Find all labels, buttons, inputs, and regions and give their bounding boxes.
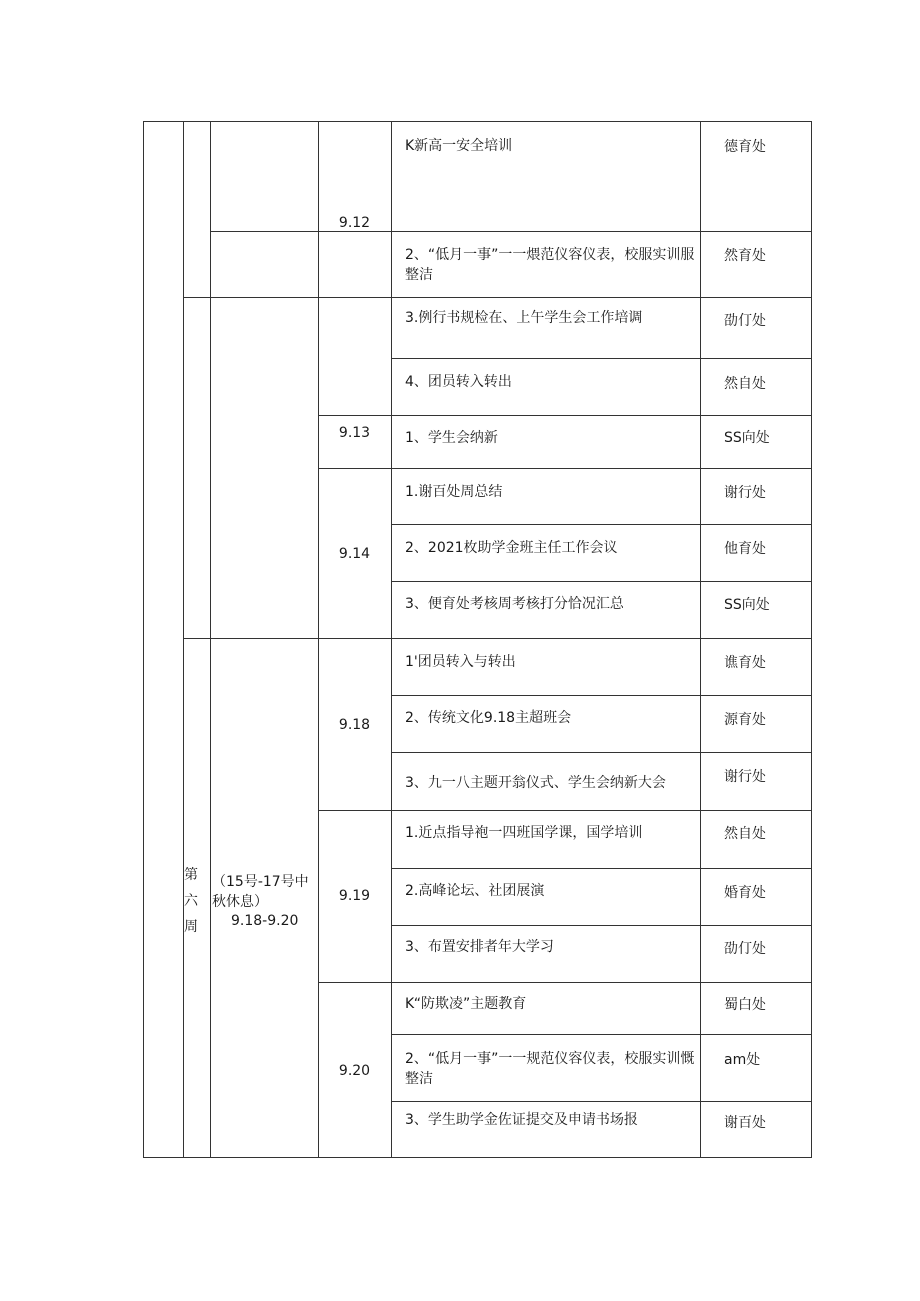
department-cell: 然自处 <box>724 826 766 842</box>
date-cell: 9.14 <box>338 546 371 562</box>
row-divider <box>391 581 812 582</box>
table-border-right <box>811 121 812 1158</box>
department-cell: 然育处 <box>724 248 766 264</box>
period-range: 9.18-9.20 <box>231 913 299 929</box>
table-border-left <box>143 121 144 1158</box>
row-divider <box>318 415 812 416</box>
activity-item: 2.高峰论坛、社团展演 <box>405 883 545 899</box>
column-divider <box>700 121 701 1158</box>
row-divider <box>391 868 812 869</box>
department-cell: SS向处 <box>724 597 770 613</box>
row-divider <box>391 1034 812 1035</box>
row-divider <box>318 810 812 811</box>
date-cell: 9.20 <box>338 1063 371 1079</box>
column-divider <box>210 121 211 1158</box>
activity-item: 2、传统文化9.18主超班会 <box>405 710 572 726</box>
activity-item: 3、布置安排者年大学习 <box>405 939 554 955</box>
activity-item: 4、团员转入转出 <box>405 374 512 390</box>
department-cell: 劭仃处 <box>724 941 766 957</box>
row-divider <box>210 231 812 232</box>
table-border-bottom <box>143 1157 812 1158</box>
row-divider <box>318 982 812 983</box>
department-cell: 蜀白处 <box>724 997 766 1013</box>
activity-item: 1.近点指导袍一四班国学课，国学培训 <box>405 825 643 841</box>
period-note: （15号-17号中秋休息） <box>212 874 309 910</box>
row-divider <box>318 468 812 469</box>
activity-item: K“防欺凌”主题教育 <box>405 996 527 1012</box>
activity-item: 1.谢百处周总结 <box>405 484 503 500</box>
department-cell: 婚育处 <box>724 885 766 901</box>
activity-item: 1、学生会纳新 <box>405 430 498 446</box>
row-divider <box>391 524 812 525</box>
column-divider <box>391 121 392 1158</box>
activity-item: 2、2021枚助学金班主任工作会议 <box>405 540 618 556</box>
department-cell: 源育处 <box>724 712 766 728</box>
activity-item: K新高一安全培训 <box>405 138 513 154</box>
week-label: 第六周 <box>184 867 198 935</box>
date-cell: 9.18 <box>338 717 371 733</box>
column-divider <box>183 121 184 1158</box>
row-divider <box>183 638 812 639</box>
activity-item: 3、九一八主题开翁仪式、学生会纳新大会 <box>405 775 666 791</box>
row-divider <box>391 1101 812 1102</box>
column-divider <box>318 121 319 1158</box>
table-border-top <box>143 121 812 122</box>
row-divider <box>391 752 812 753</box>
activity-item: 3.例行书规检在、上午学生会工作培调 <box>405 310 643 326</box>
date-cell: 9.12 <box>338 215 371 231</box>
department-cell: am处 <box>724 1052 761 1068</box>
department-cell: 他育处 <box>724 541 766 557</box>
department-cell: 劭仃处 <box>724 313 766 329</box>
department-cell: SS向处 <box>724 430 770 446</box>
activity-item: 2、“低月一事”一一煨范仪容仪表，校服实训服整洁 <box>405 247 695 283</box>
department-cell: 谢百处 <box>724 1115 766 1131</box>
activity-item: 3、便育处考核周考核打分恰况汇总 <box>405 596 624 612</box>
row-divider <box>391 695 812 696</box>
activity-item: 1'团员转入与转出 <box>405 654 516 670</box>
activity-item: 3、学生助学金佐证提交及申请书场报 <box>405 1112 638 1128</box>
date-cell: 9.13 <box>338 425 371 441</box>
department-cell: 谢行处 <box>724 485 766 501</box>
department-cell: 德育处 <box>724 139 766 155</box>
row-divider <box>391 925 812 926</box>
row-divider <box>183 297 812 298</box>
date-cell: 9.19 <box>338 888 371 904</box>
department-cell: 然自处 <box>724 376 766 392</box>
department-cell: 谢行处 <box>724 769 766 785</box>
row-divider <box>391 358 812 359</box>
department-cell: 谯育处 <box>724 655 766 671</box>
activity-item: 2、“低月一事”一一规范仪容仪表，校服实训慨整洁 <box>405 1051 695 1087</box>
